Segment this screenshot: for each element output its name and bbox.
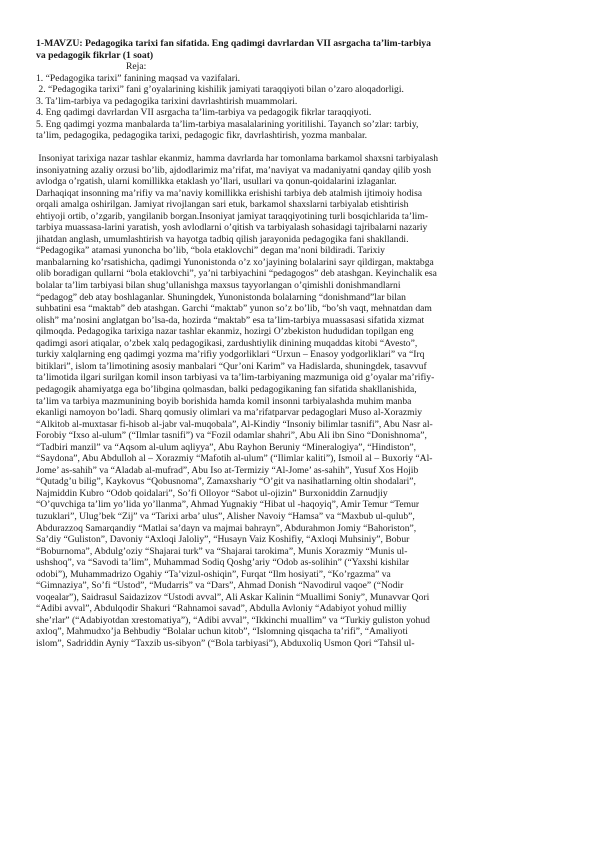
body-line: Najmiddin Kubro “Odob qoidalari”, So’fi Olloyor “Sabot ul-ojizin” Burxoniddin Zarnudjiy — [36, 487, 388, 499]
body-line: bitiklari”, islom ta’limotining asosiy manbalari “Qur’oni Karim” va Hadislarda, shuningdek, tasavvuf — [36, 360, 427, 372]
body-line: olish” ma’nosini anglatgan bo’lsa-da, hozirda “maktab” esa ta’lim-tarbiya muassasasi sifatida xizmat — [36, 314, 425, 326]
body-line: tuzuklari”, Ulug’bek “Zij” va “Tarixi arba’ ulus”, Alisher Navoiy “Hamsa” va “Maxbub ul-qulub”, — [36, 510, 415, 522]
paragraph-gap — [36, 142, 568, 153]
body-line: axloq”, Mahmudxo’ja Behbudiy “Bolalar uchun kitob”, “Islomning qisqacha ta’rifi”, “Amaliyoti — [36, 626, 408, 638]
body-line: ekanligi namoyon bo’ladi. Sharq qomusiy olimlari va ma’rifatparvar pedagoglari Muso al-Xorazmiy — [36, 407, 423, 419]
body-line: “Qutadg’u bilig”, Kaykovus “Qobusnoma”, Zamaxshariy “O’git va nasihatlarning oltin shodalari”, — [36, 476, 416, 488]
title-line: 1-MAVZU: Pedagogika tarixi fan sifatida. Eng qadimgi davrlardan VII asrgacha ta’lim-tarbiya — [36, 38, 431, 49]
keywords-line: ta’lim, pedagogika, pedagogika tarixi, pedagogic fikr, davrlashtirish, yozma manbalar. — [36, 130, 368, 142]
plan-item: 2. “Pedagogika tarixi” fani g’oyalarining kishilik jamiyati taraqqiyoti bilan o’zaro aloqadorligi. — [36, 84, 404, 96]
body-line: “pedagog” deb atay boshlaganlar. Shuningdek, Yunonistonda bolalarning “donishmand”lar bilan — [36, 291, 406, 303]
body-line: pedagogik ahamiyatga ega bo’libgina qolmasdan, balki pedagogikaning fan sifatida shakllanishida, — [36, 383, 417, 395]
body-line: Forobiy “Ixso al-ulum” (“Ilmlar tasnifi”) va “Fozil odamlar shahri”, Abu Ali ibn Sino “Donishnoma”, — [36, 430, 427, 442]
body-line: tarbiya muassasa-larini yaratish, yosh avlodlarni o’qitish va tarbiyalash sohasidagi tajribalarni nazariy — [36, 222, 428, 234]
body-line: bolalar ta’lim tarbiyasi bilan shug’ullanishga maxsus tayyorlangan o’qimishli donishmandlarni — [36, 280, 401, 292]
plan-list — [36, 73, 568, 131]
body-line: orqali amalga oshirilgan. Jamiyat rivojlangan sari etuk, barkamol shaxslarni tarbiyalab etishtirish — [36, 199, 409, 211]
plan-heading: Reja: — [126, 61, 147, 73]
body-line: ehtiyoji ortib, o’zgarib, yangilanib borgan.Insoniyat jamiyat taraqqiyotining turli bosqichlarida ta’lim- — [36, 210, 429, 222]
body-line: “O’quvchiga ta’lim yo’lida yo’llanma”, Ahmad Yugnakiy “Hibat ul -haqoyiq”, Amir Temur “Temur — [36, 499, 420, 511]
document-page — [36, 38, 568, 650]
body-line: Jome’ as-sahih” va “Aladab al-mufrad”, Abu Iso at-Termiziy “Al-Jome’ as-sahih”, Yusuf Xos Hojib — [36, 464, 419, 476]
body-line: “Boburnoma”, Abdulg’oziy “Shajarai turk” va “Shajarai tarokima”, Munis Xorazmiy “Munis ul- — [36, 545, 408, 557]
body-line: turkiy xalqlarning eng qadimgi yozma ma’rifiy yodgorliklari “Urxun – Enasoy yodgorliklari” va “Irq — [36, 349, 425, 361]
plan-item: 1. “Pedagogika tarixi” fanining maqsad va vazifalari. — [36, 72, 241, 84]
title-line: va pedagogik fikrlar (1 soat) — [36, 49, 154, 61]
body-line: jihatdan anglash, umumlashtirish va hayotga tadbiq qilish jarayonida pedagogika fani shakllandi. — [36, 233, 409, 245]
body-line: Insoniyat tarixiga nazar tashlar ekanmiz, hamma davrlarda har tomonlama barkamol shaxsni tarbiyalash — [36, 153, 438, 165]
body-line: olib boradigan qullarni “bola etaklovchi”, ya’ni tarbiyachini “pedagogos” deb atashgan. Keyinchalik esa — [36, 268, 437, 280]
body-line: Abdurazzoq Samarqandiy “Matlai sa’dayn va majmai bahrayn”, Abdurahmon Jomiy “Bahoriston”, — [36, 522, 417, 534]
body-line: odobi”), Muhammadrizo Ogahiy “Ta’vizul-oshiqin”, Furqat “Ilm hosiyati”, “Ko’rgazma” va — [36, 568, 391, 580]
body-line: suhbatini esa “maktab” deb atashgan. Garchi “maktab” yunon so’z bo’lib, “bo’sh vaqt, mehnatdan dam — [36, 303, 432, 315]
body-line: ushshoq”, va “Savodi ta’lim”, Muhammad Sodiq Qoshg’ariy “Odob as-solihin” (“Yaxshi kishilar — [36, 557, 410, 569]
body-line: manbalarning ko’rsatishicha, qadimgi Yunonistonda o’z xo’jayining bolalarini sayr qildirgan, maktabga — [36, 256, 434, 268]
document-title — [36, 38, 568, 61]
body-line: “Gimnaziya”, So’fi “Ustod”, “Mudarris” va “Dars”, Ahmad Donish “Navodirul vaqoe” (“Nodir — [36, 580, 404, 592]
body-line: Sa’diy “Guliston”, Davoniy “Axloqi Jaloliy”, “Husayn Vaiz Koshifiy, “Axloqi Muhsiniy”, Bobur — [36, 534, 410, 546]
body-line: islom”, Sadriddin Ayniy “Taxzib us-sibyon” (“Bola tarbiyasi”), Abduxoliq Usmon Qori “Tahsil ul- — [36, 637, 415, 649]
body-line: avlodga o’rgatish, ularni komillikka etaklash yo’llari, usullari va qonun-qoidalarini izlaganlar. — [36, 176, 397, 188]
body-line: ta’lim va tarbiya mazmunining boyib borishida hamda komil insonni tarbiyalashda muhim manba — [36, 395, 412, 407]
body-line: ta’limotida ilgari surilgan komil inson tarbiyasi va ta’lim-tarbiyaning mazmuniga oid g’oyalar ma’rifiy- — [36, 372, 435, 384]
body-line: Darhaqiqat insonning ma’rifiy va ma’naviy komillikka erishishi tarbiya deb atalmish ijtimoiy hodisa — [36, 187, 423, 199]
body-line: “Tadbiri manzil” va “Aqsom al-ulum aqliyya”, Abu Rayhon Beruniy “Mineralogiya”, “Hindiston”, — [36, 441, 417, 453]
body-line: she’rlar” (“Adabiyotdan xrestomatiya”), “Adibi avval”, “Ikkinchi muallim” va “Turkiy guliston yohud — [36, 614, 430, 626]
body-line: insoniyatning azaliy orzusi bo’lib, ajdodlarimiz ma’rifat, ma’naviyat va madaniyatni qanday qilib yosh — [36, 164, 432, 176]
body-line: “Alkitob al-muxtasar fi-hisob al-jabr val-muqobala”, Al-Kindiy “Insoniy bilimlar tasnifi”, Abu Nasr al- — [36, 418, 433, 430]
body-line: “Adibi avval”, Abdulqodir Shakuri “Rahnamoi savad”, Abdulla Avloniy “Adabiyot yohud milliy — [36, 603, 407, 615]
body-paragraph — [36, 153, 568, 650]
plan-item: 3. Ta’lim-tarbiya va pedagogika tarixini davrlashtirish muammolari. — [36, 95, 298, 107]
body-line: voqealar”), Saidrasul Saidazizov “Ustodi avval”, Ali Askar Kalinin “Muallimi Soniy”, Munavvar Qori — [36, 591, 430, 603]
body-line: qilmoqda. Pedagogika tarixiga nazar tashlar ekanmiz, hozirgi O’zbekiston hududidan topilgan eng — [36, 326, 414, 338]
plan-item: 5. Eng qadimgi yozma manbalarda ta’lim-tarbiya masalalarining yoritilishi. Tayanch so’zlar: tarbiy, — [36, 118, 419, 130]
body-line: “Pedagogika” atamasi yunoncha bo’lib, “bola etaklovchi” degan ma’noni bildiradi. Tarixiy — [36, 245, 385, 257]
plan-item: 4. Eng qadimgi davrlardan VII asrgacha ta’lim-tarbiya va pedagogik fikrlar taraqqiyoti. — [36, 107, 372, 119]
body-line: “Saydona”, Abu Abdulloh al – Xorazmiy “Mafotih al-ulum” (“Ilimlar kaliti”), Ismoil al – Buxoriy “Al- — [36, 453, 433, 465]
body-line: qadimgi asori atiqalar, o’zbek xalq pedagogikasi, zardushtiylik dinining muqaddas kitobi “Avesto”, — [36, 337, 418, 349]
